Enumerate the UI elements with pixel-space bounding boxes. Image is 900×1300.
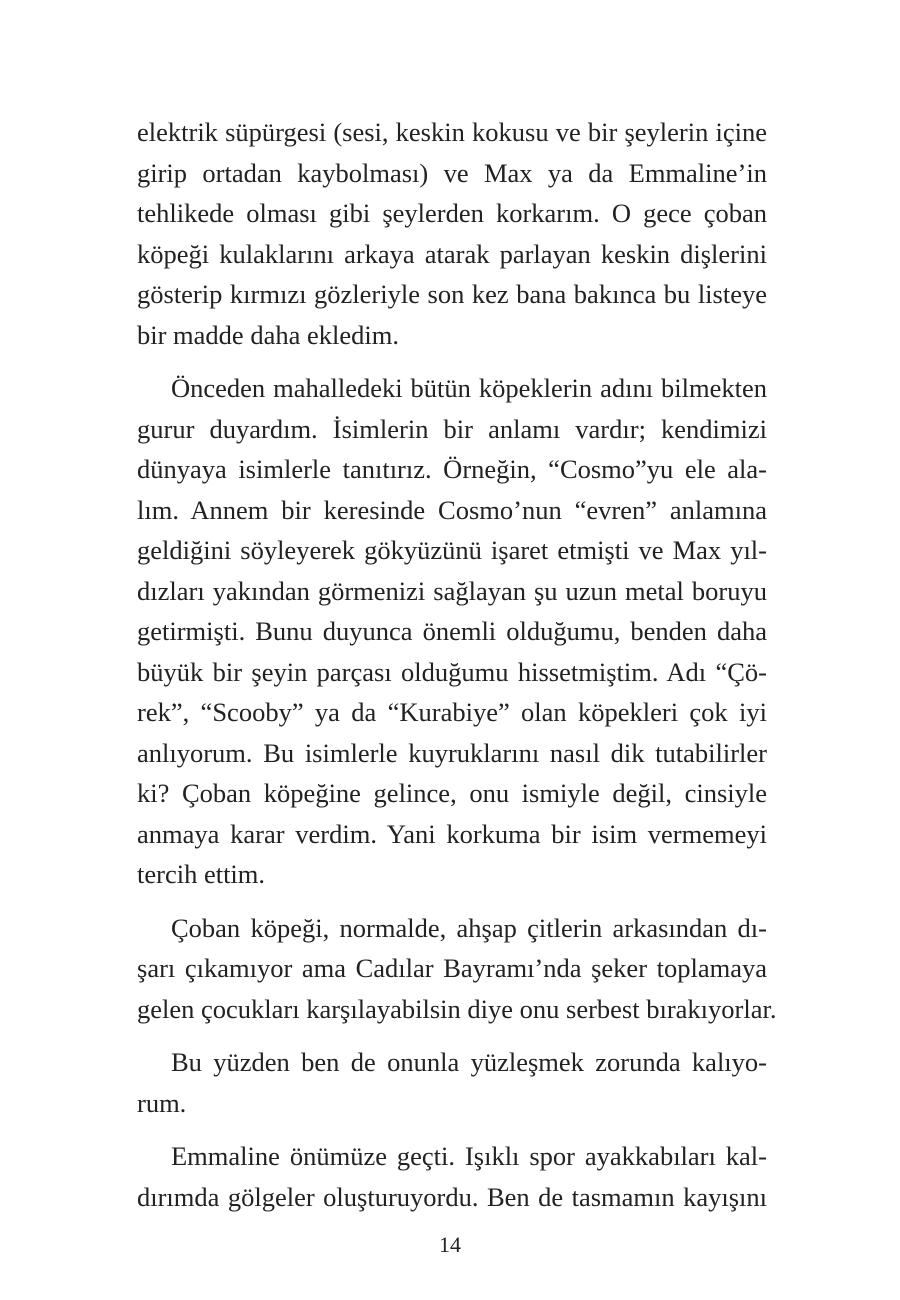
paragraph (137, 1136, 767, 1217)
text-line: dünyaya isimlerle tanıtırız. Örneğin, “Cosmo”yu ele ala- (137, 454, 767, 484)
text-line: Emmaline önümüze geçti. Işıklı spor ayakkabıları kal- (171, 1141, 767, 1171)
text-line: ki? Çoban köpeğine gelince, onu ismiyle değil, cinsiyle (137, 778, 767, 808)
text-line: elektrik süpürgesi (sesi, keskin kokusu ve bir şeylerin içine (137, 117, 767, 147)
text-line: dırımda gölgeler oluşturuyordu. Ben de tasmamın kayışını (137, 1181, 767, 1212)
paragraph (137, 112, 767, 355)
text-line: Önceden mahalledeki bütün köpeklerin adını bilmekten (171, 373, 767, 403)
paragraph (137, 368, 767, 895)
text-line: girip ortadan kaybolması) ve Max ya da Emmaline’in (137, 157, 767, 188)
text-line: rum. (137, 1087, 187, 1118)
text-line: şarı çıkamıyor ama Cadılar Bayramı’nda şeker toplamaya (137, 953, 767, 983)
text-line: bir madde daha ekledim. (137, 319, 399, 350)
text-line: anmaya karar verdim. Yani korkuma bir isim vermemeyi (137, 818, 767, 849)
paragraph (137, 1042, 767, 1123)
body-text (137, 112, 777, 1217)
text-line: köpeği kulaklarını arkaya atarak parlayan keskin dişlerini (137, 238, 767, 269)
text-line: getirmişti. Bunu duyunca önemli olduğumu, benden daha (137, 616, 767, 646)
text-line: tehlikede olması gibi şeylerden korkarım. O gece çoban (137, 198, 767, 228)
text-line: tercih ettim. (137, 859, 266, 889)
text-line: Çoban köpeği, normalde, ahşap çitlerin arkasından dı- (171, 912, 767, 943)
text-line: gurur duyardım. İsimlerin bir anlamı vardır; kendimizi (137, 413, 767, 444)
text-line: Bu yüzden ben de onunla yüzleşmek zorunda kalıyo- (171, 1047, 767, 1077)
text-line: büyük bir şeyin parçası olduğumu hissetmiştim. Adı “Çö- (137, 656, 767, 687)
text-line: anlıyorum. Bu isimlerle kuyruklarını nasıl dik tutabilirler (137, 737, 767, 768)
text-line: rek”, “Scooby” ya da “Kurabiye” olan köpekleri çok iyi (137, 697, 767, 727)
text-line: lım. Annem bir keresinde Cosmo’nun “evren” anlamına (137, 494, 767, 525)
text-line: dızları yakından görmenizi sağlayan şu uzun metal boruyu (137, 575, 767, 606)
text-line: gösterip kırmızı gözleriyle son kez bana bakınca bu listeye (137, 279, 767, 309)
page-number: 14 (439, 1232, 461, 1257)
text-line: gelen çocukları karşılayabilsin diye onu serbest bırakıyorlar. (137, 993, 777, 1024)
paragraph (137, 908, 777, 1030)
text-line: geldiğini söyleyerek gökyüzünü işaret etmişti ve Max yıl- (137, 535, 767, 565)
